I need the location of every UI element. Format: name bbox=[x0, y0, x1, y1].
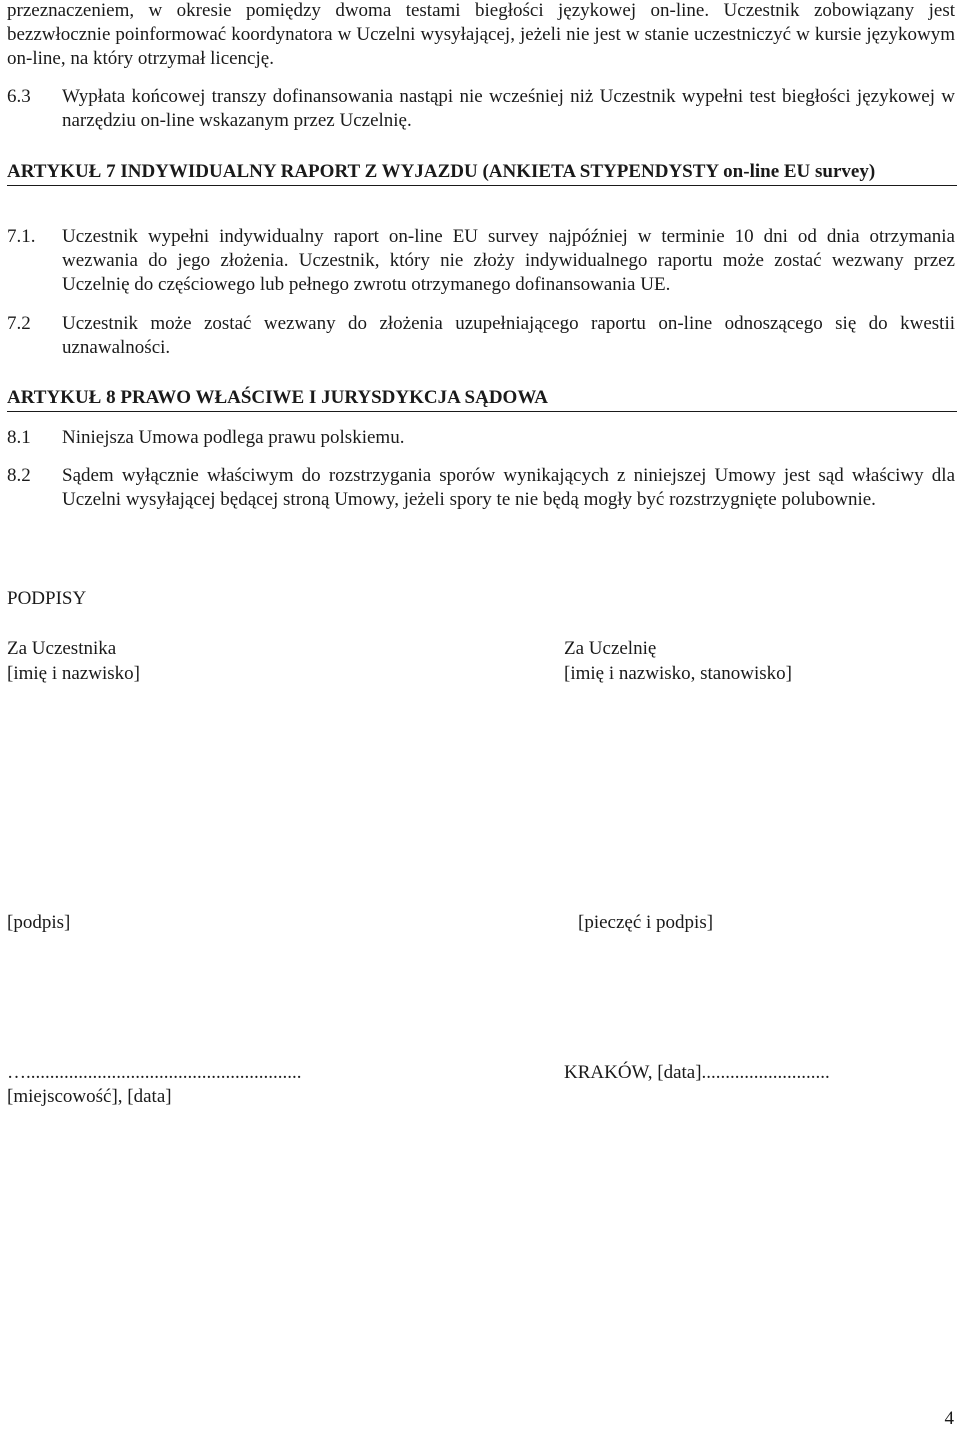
participant-place-date-label: [miejscowość], [data] bbox=[7, 1086, 172, 1107]
participant-place-date-dots: ….......................................................... bbox=[7, 1062, 302, 1083]
clause-text: Uczestnik może zostać wezwany do złożenia uzupełniającego raportu on-line odnoszącego się do kwestii uznawalności. bbox=[62, 313, 955, 358]
university-signature-placeholder: [pieczęć i podpis] bbox=[578, 912, 714, 933]
clause-number: 6.3 bbox=[7, 86, 31, 107]
clause-7-2 bbox=[7, 312, 955, 360]
university-name-placeholder: [imię i nazwisko, stanowisko] bbox=[564, 663, 792, 684]
participant-signature-placeholder: [podpis] bbox=[7, 912, 71, 933]
article-7-heading: ARTYKUŁ 7 INDYWIDUALNY RAPORT Z WYJAZDU (ANKIETA STYPENDYSTY on-line EU survey) bbox=[7, 160, 957, 186]
clause-7-1 bbox=[7, 225, 955, 297]
clause-number: 8.1 bbox=[7, 427, 31, 448]
signatures-title: PODPISY bbox=[7, 588, 87, 609]
clause-text: Niniejsza Umowa podlega prawu polskiemu. bbox=[62, 427, 405, 448]
participant-name-placeholder: [imię i nazwisko] bbox=[7, 663, 140, 684]
clause-text: Uczestnik wypełni indywidualny raport on-line EU survey najpóźniej w terminie 10 dni od dnia otrzymania wezwania do jego złożenia. Uczestnik, który nie złoży indywidualnego raportu może zostać wezwany przez Uczelnię do częściowego lub pełnego zwrotu otrzymanego dofinansowania UE. bbox=[62, 226, 955, 295]
clause-8-1 bbox=[7, 426, 955, 450]
clause-number: 7.2 bbox=[7, 313, 31, 334]
clause-number: 8.2 bbox=[7, 465, 31, 486]
clause-6-3 bbox=[7, 85, 955, 133]
clause-number: 7.1. bbox=[7, 226, 36, 247]
clause-8-2 bbox=[7, 464, 955, 512]
university-label: Za Uczelnię bbox=[564, 638, 657, 659]
clause-text: Wypłata końcowej transzy dofinansowania nastąpi nie wcześniej niż Uczestnik wypełni test biegłości językowej w narzędziu on-line wskazanym przez Uczelnię. bbox=[62, 86, 955, 131]
clause-text: Sądem wyłącznie właściwym do rozstrzygania sporów wynikających z niniejszej Umowy jest sąd właściwy dla Uczelni wysyłającej będącej stroną Umowy, jeżeli spory te nie będą mogły być rozstrzygnięte polubownie. bbox=[62, 465, 955, 510]
page-number: 4 bbox=[944, 1408, 954, 1429]
article-8-heading: ARTYKUŁ 8 PRAWO WŁAŚCIWE I JURYSDYKCJA SĄDOWA bbox=[7, 386, 957, 412]
university-place-date: KRAKÓW, [data]........................... bbox=[564, 1062, 830, 1083]
intro-paragraph: przeznaczeniem, w okresie pomiędzy dwoma testami biegłości językowej on-line. Uczestnik zobowiązany jest bezzwłocznie poinformować koordynatora w Uczelni wysyłającej, jeżeli nie jest w stanie uczestniczyć w kursie językowym on-line, na który otrzymał licencję. bbox=[7, 0, 955, 69]
participant-label: Za Uczestnika bbox=[7, 638, 117, 659]
